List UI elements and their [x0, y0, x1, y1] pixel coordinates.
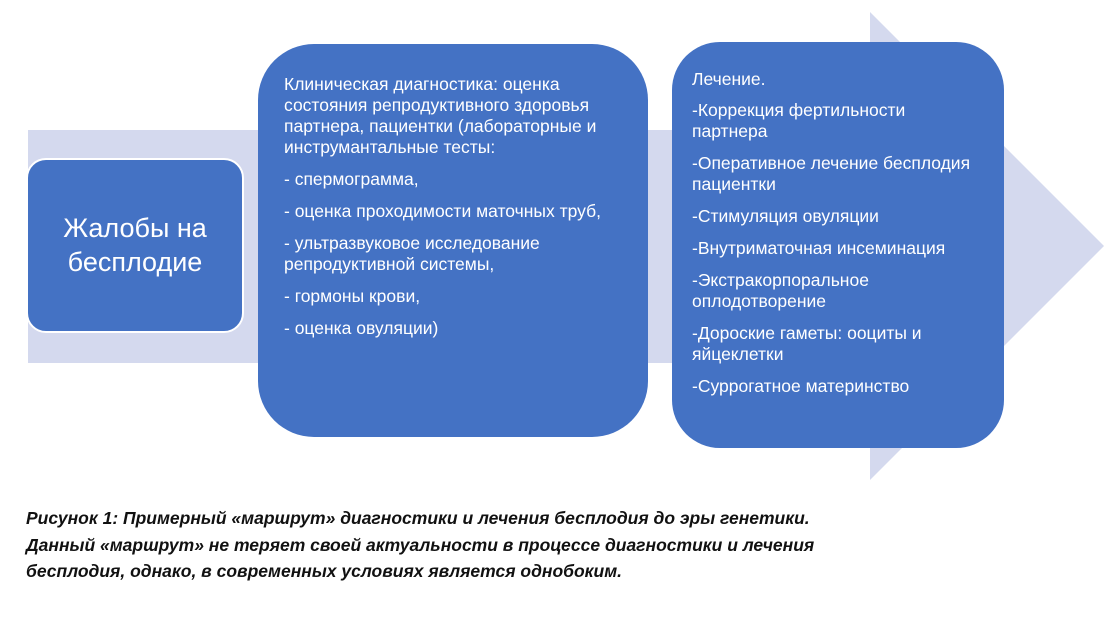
treatment-item: -Оперативное лечение бесплодия пациентки	[692, 153, 971, 194]
figure-caption	[26, 505, 1086, 585]
diagnostics-item: - ультразвуковое исследование репродуктивной системы,	[284, 233, 540, 274]
caption-line: Данный «маршрут» не теряет своей актуальности в процессе диагностики и лечения	[26, 534, 815, 555]
caption-line: Рисунок 1: Примерный «маршрут» диагностики и лечения бесплодия до эры генетики.	[26, 508, 810, 528]
complaints-text: Жалобы на бесплодие	[63, 212, 207, 277]
complaints-box	[26, 158, 244, 333]
diagnostics-item: - гормоны крови,	[284, 286, 421, 306]
treatment-item: -Дороские гаметы: ооциты и яйцеклетки	[692, 323, 922, 364]
treatment-heading: Лечение.	[692, 69, 766, 89]
treatment-item: -Коррекция фертильности партнера	[692, 100, 906, 141]
diagnostics-item: - оценка овуляции)	[284, 318, 439, 338]
treatment-item: -Суррогатное материнство	[692, 376, 910, 396]
treatment-item: -Экстракорпоральное оплодотворение	[692, 270, 869, 311]
treatment-item: -Стимуляция овуляции	[692, 206, 879, 226]
diagnostics-item: - спермограмма,	[284, 169, 419, 189]
treatment-item: -Внутриматочная инсеминация	[692, 238, 946, 258]
diagnostics-box	[258, 44, 648, 437]
treatment-box	[672, 42, 1004, 448]
caption-line: бесплодия, однако, в современных условиях является однобоким.	[26, 561, 623, 581]
diagnostics-heading: Клиническая диагностика: оценка состояния репродуктивного здоровья партнера, пациентки (лабораторные и инструмантальные тесты:	[284, 74, 597, 157]
diagnostics-item: - оценка проходимости маточных труб,	[284, 201, 601, 221]
